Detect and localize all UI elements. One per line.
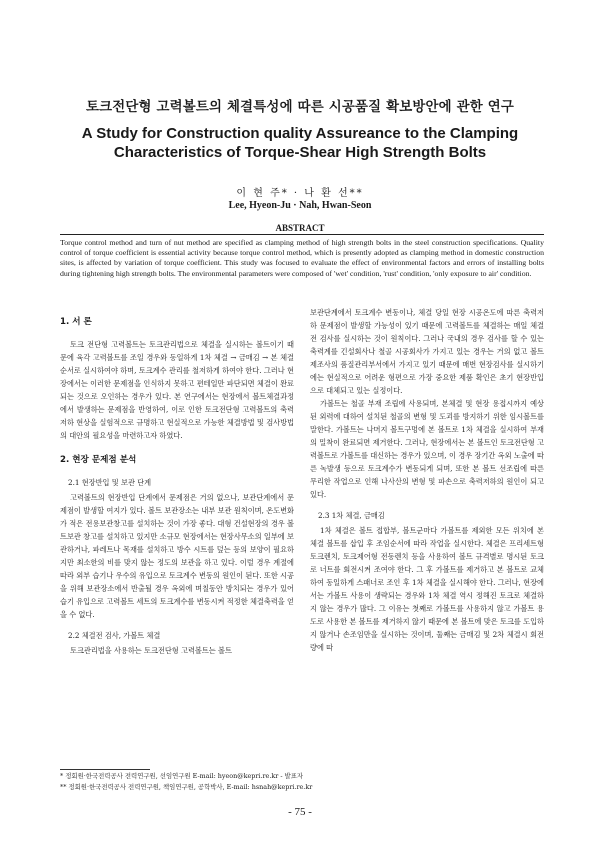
section-2-1-heading: 2.1 현장반입 및 보관 단계	[68, 478, 152, 487]
right-paragraph-2: 가볼트는 철골 부재 조립에 사용되며, 본체결 및 현장 용접시까지 예상된 외력에 대하여 설치된 철골의 변형 및 도괴를 방지하기 위한 임시볼트를 말한다. 가볼트는 나머지 볼트구멍에 본 볼트로 1차 체결을 실시하여 부재의 밀착이 완료되면 제거한다. 그러나, 현장에서는 본 볼트인 토크전단형 고력볼트로 가볼트를 대신하는 경우가 있으며, 이 경우 장기간 옥외 노출에 따른 녹발생 등으로 토크계수가 변동되게 되며, 또한 본 볼트 선조립에 따른 무리한 작업으로 인해 나사산의 변형 및 파손으로 축력저하의 원인이 되고 있다.	[310, 399, 544, 499]
section-2-1-paragraph: 고력볼트의 현장반입 단계에서 문제점은 거의 없으나, 보관단계에서 문제점이 발생할 여지가 있다. 볼트 보관장소는 내부 보관 원칙이며, 온도변화가 적은 전용보관창고를 설치하는 것이 가장 좋다. 대형 건설현장의 경우 볼트보관 창고를 설치하고 있지만 소규모 현장에서는 현장사무소의 일부에 보관하거나, 파레트나 목재를 설치하고 방수 시트를 덮는 등의 보양이 필요하지만 최소한의 비를 맞지 않는 정도의 보관을 하고 있다. 이럴 경우 계절에 따라 외부 습기나 우수의 유입으로 토크계수 변동의 원인이 된다. 또한 시공을 위해 보관장소에서 반출될 경우 옥외에 며칠동안 방치되는 경우가 있어 습기 유입으로 고력볼트 세트의 토크계수를 변동시켜 적정한 체결축력을 얻을 수 없다.	[60, 493, 294, 619]
abstract-heading: ABSTRACT	[275, 223, 325, 233]
section-2-3-heading: 2.3 1차 체결, 금매김	[318, 511, 385, 520]
page-number: - 75 -	[288, 806, 312, 818]
section-1-paragraph: 토크 전단형 고력볼트는 토크관리법으로 체결을 실시하는 볼트이기 때문에 육각 고력볼트를 조일 경우와 동일하게 1차 체결 → 금매김 → 본 체결 순서로 실시하여야 하며, 토크계수 관리를 철저하게 하여야 한다. 그러나 현장에서는 이러한 문제점을 인식하지 못하고 편테일만 파단되면 체결이 완료되는 것으로 오인하는 경우가 있다. 본 연구에서는 현장에서 볼트체결과정에서 발생하는 문제점을 반영하여, 이로 인한 토크전단형 고력볼트의 축력저하 현상을 실험적으로 규명하고 현실적으로 가능한 체결방법 및 검사방법의 대안의 필요성을 마련하고자 하였다.	[60, 340, 294, 440]
footnote-divider	[60, 769, 150, 770]
footnotes	[60, 771, 540, 793]
abstract-text: Torque control method and turn of nut method are specified as clamping method of high strength bolts in the steel construction specifications. Quality control of torque coefficient is essential activity because torque control method, which is presently adopted as clamping method in domestic construction sites, is affected by variation of torque coefficient. This study was focused to evaluate the effect of environmental factors and errors of installing bolts during tightening high strength bolts. The environmental parameters were composed of 'wet' condition, 'rust' condition, 'only exposure to air' condition.	[60, 238, 544, 278]
title-english-line-1: A Study for Construction quality Assureance to the Clamping	[81, 125, 519, 142]
right-paragraph-1: 보관단계에서 토크계수 변동이나, 체결 당일 현장 시공온도에 따른 축력저하 문제점이 발생할 가능성이 있기 때문에 고력볼트를 체결하는 매일 체결 전 검사를 실시하는 것이 원칙이다. 그러나 국내의 경우 검사를 할 수 있는 축력계를 긴설회사나 철골 시공회사가 가지고 있는 경우는 거의 없고 볼트제조사의 품질관리부서에서 가지고 있기 때문에 매번 현장검사를 실시하기에는 현실적으로 어려운 형편으로 가장 중요한 제품 확인은 초기 현장반입으로 대체되고 있는 실정이다.	[310, 308, 544, 395]
authors-korean: 이 현 주* · 나 환 선**	[236, 188, 364, 199]
title-korean: 토크전단형 고력볼트의 체결특성에 따른 시공품질 확보방안에 관한 연구	[85, 100, 515, 115]
title-english-line-2: Characteristics of Torque-Shear High Strength Bolts	[113, 144, 487, 161]
footnote-1: * 정회원·한국전력공사 전력연구원, 선임연구원 E-mail: hyeon@kepri.re.kr - 발표자	[60, 772, 304, 780]
section-1-heading: 1. 서 론	[60, 317, 92, 327]
left-column	[60, 316, 294, 657]
right-paragraph-3: 1차 체결은 볼트 접합부, 볼트군마다 가볼트를 제외한 모든 위치에 본 체결 볼트를 삽입 후 조임순서에 따라 작업을 실시한다. 체결은 프리세트형 토크렌치, 토크제어형 전동렌치 등을 사용하여 볼트 규격별로 명시된 토크로 너트를 회전시켜 조여야 한다. 그 후 가볼트를 제거하고 본 볼트로 교체하여 동일하게 스패너로 조인 후 1차 체결을 실시해야 한다. 그러나, 현장에서는 가볼트 사용이 생략되는 경우와 1차 체결 역시 정해진 토크로 체결하지 않는 경우가 많다. 그 이유는 첫째로 가볼트를 사용하지 않고 가볼트 용도로 사용한 본 볼트를 제거하지 않기 때문에 본 볼트에 맞은 토크를 도입하지 않거나 손조임만을 실시하는 것이며, 둘째는 금매김 및 2차 체결시 회전량에 따	[310, 526, 544, 652]
footnote-2: ** 정회원·한국전력공사 전력연구원, 책임연구원, 공학박사, E-mail: hsnah@kepri.re.kr	[60, 783, 313, 791]
title-english	[70, 124, 530, 162]
right-column	[310, 306, 544, 654]
section-2-heading: 2. 현장 문제점 분석	[60, 455, 137, 465]
abstract-divider	[60, 234, 544, 235]
section-2-2-heading: 2.2 체결전 검사, 가볼트 체결	[68, 631, 161, 640]
section-2-2-paragraph: 토크관리법을 사용하는 토크전단형 고력볼트는 볼트	[70, 646, 232, 655]
authors-english: Lee, Hyeon-Ju · Nah, Hwan-Seon	[228, 200, 372, 211]
